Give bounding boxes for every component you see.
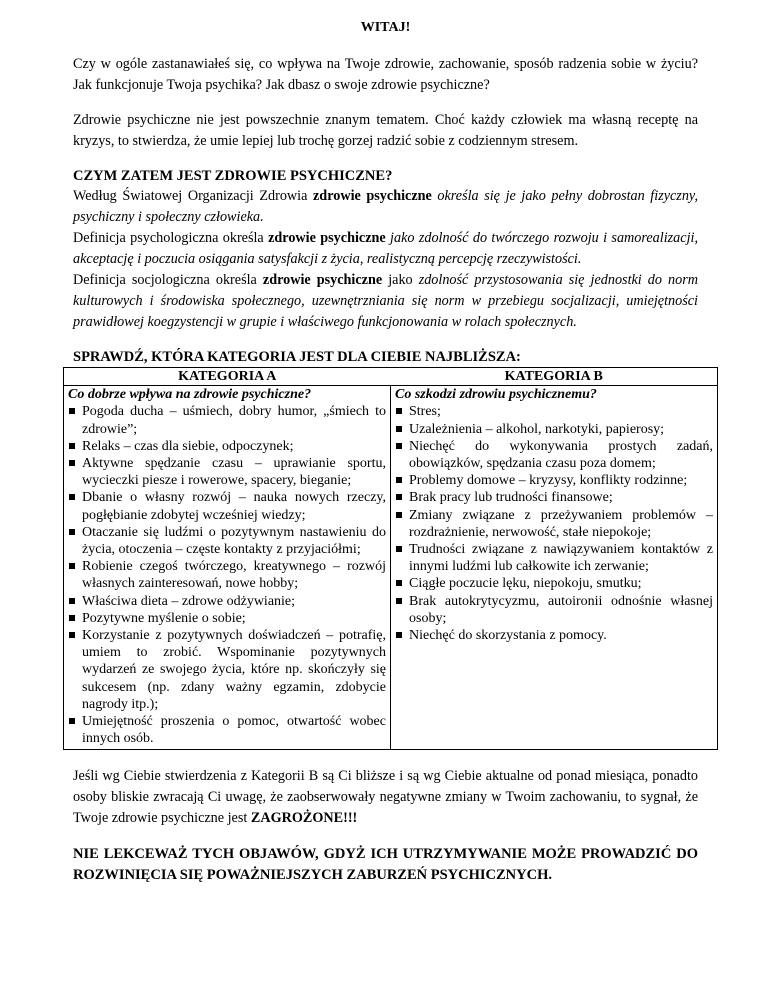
definition-psychological (73, 228, 698, 270)
list-item: Trudności związane z nawiązywaniem kontaktów z innymi ludźmi lub całkowite ich zerwanie; (395, 541, 713, 575)
category-b-question: Co szkodzi zdrowiu psychicznemu? (395, 387, 597, 403)
list-item: Niechęć do skorzystania z pomocy. (395, 627, 713, 644)
category-b-column (391, 386, 717, 749)
list-item: Problemy domowe – kryzysy, konflikty rodzinne; (395, 472, 713, 489)
list-item: Brak pracy lub trudności finansowe; (395, 489, 713, 506)
list-item: Relaks – czas dla siebie, odpoczynek; (68, 438, 386, 455)
definition-soc-pre: Definicja socjologiczna określa (73, 272, 263, 288)
definition-psych-text: jako zdolność do twórczego rozwoju i samorealizacji, akceptację i poczucia osiągania satysfakcji z życia, realistyczną percepcję rzeczywistości. (73, 230, 698, 267)
intro-paragraph-1: Czy w ogóle zastanawiałeś się, co wpływa na Twoje zdrowie, zachowanie, sposób radzenia sobie w życiu? Jak funkcjonuje Twoja psychika? Jak dbasz o swoje zdrowie psychiczne? (73, 56, 698, 93)
definition-soc-text: zdolność przystosowania się jednostki do norm kulturowych i środowiska społecznego, uzewnętrzniania się norm w przebiegu socjalizacji, umiejętności prawidłowej koegzystencji w grupie i właściwego funkcjonowania w rolach społecznych. (73, 272, 698, 330)
category-a-question: Co dobrze wpływa na zdrowie psychiczne? (68, 387, 312, 403)
list-item: Robienie czegoś twórczego, kreatywnego – rozwój własnych zainteresowań, nowe hobby; (68, 558, 386, 592)
category-a-list (68, 403, 386, 747)
closing-paragraph (73, 766, 698, 829)
list-item: Właściwa dieta – zdrowe odżywianie; (68, 593, 386, 610)
section-heading-definition: CZYM ZATEM JEST ZDROWIE PSYCHICZNE? (73, 168, 393, 184)
closing-text: Jeśli wg Ciebie stwierdzenia z Kategorii B są Ci bliższe i są wg Ciebie aktualne od ponad miesiąca, ponadto osoby bliskie zwracają Ci uwagę, że zaobserwowały negatywne zmiany w Twoim zachowaniu, to sygnał, że Twoje zdrowie psychiczne jest (73, 768, 698, 827)
list-item: Aktywne spędzanie czasu – uprawianie sportu, wycieczki piesze i rowerowe, spacery, bieganie; (68, 455, 386, 489)
list-item: Brak autokrytycyzmu, autoironii odnośnie własnej osoby; (395, 593, 713, 627)
definition-who-pre: Według Światowej Organizacji Zdrowia (73, 188, 313, 204)
list-item: Pogoda ducha – uśmiech, dobry humor, „śmiech to zdrowie”; (68, 403, 386, 437)
section-heading-categories: SPRAWDŹ, KTÓRA KATEGORIA JEST DLA CIEBIE NAJBLIŻSZA: (73, 349, 521, 365)
definition-psych-pre: Definicja psychologiczna określa (73, 230, 269, 246)
definition-who-text: określa się je jako pełny dobrostan fizyczny, psychiczny i społeczny człowieka. (73, 188, 698, 225)
warning-message: NIE LEKCEWAŻ TYCH OBJAWÓW, GDYŻ ICH UTRZYMYWANIE MOŻE PROWADZIĆ DO ROZWINIĘCIA SIĘ POWAŻNIEJSZYCH ZABURZEŃ PSYCHICZNYCH. (73, 846, 698, 884)
category-table (63, 367, 718, 750)
category-a-column (64, 386, 391, 749)
closing-emphasis: ZAGROŻONE!!! (250, 810, 358, 827)
definition-psych-term: zdrowie psychiczne (268, 230, 386, 246)
list-item: Otaczanie się ludźmi o pozytywnym nastawieniu do życia, otoczenia – częste kontakty z przyjaciółmi; (68, 524, 386, 558)
category-table-header (64, 368, 717, 385)
category-a-header: KATEGORIA A (178, 369, 277, 384)
list-item: Niechęć do wykonywania prostych zadań, obowiązków, spędzania czasu poza domem; (395, 438, 713, 472)
list-item: Ciągłe poczucie lęku, niepokoju, smutku; (395, 575, 713, 592)
category-b-list (395, 403, 713, 644)
list-item: Stres; (395, 403, 713, 420)
definition-sociological (73, 270, 698, 333)
category-b-header: KATEGORIA B (504, 369, 603, 384)
list-item: Dbanie o własny rozwój – nauka nowych rzeczy, pogłębianie zdobytej wcześniej wiedzy; (68, 489, 386, 523)
definition-soc-term: zdrowie psychiczne (262, 272, 383, 288)
definition-soc-mid: jako (382, 272, 419, 288)
list-item: Zmiany związane z przeżywaniem problemów – rozdrażnienie, nerwowość, stałe niepokoje; (395, 507, 713, 541)
list-item: Korzystanie z pozytywnych doświadczeń – potrafię, umiem to zrobić. Wspominanie pozytywnych wydarzeń ze swojego życia, które np. skończyły się sukcesem (np. zdany ważny egzamin, zdobycie nagrody itp.); (68, 627, 386, 713)
list-item: Umiejętność proszenia o pomoc, otwartość wobec innych osób. (68, 713, 386, 747)
definition-who (73, 186, 698, 228)
page-title: WITAJ! (360, 20, 411, 35)
category-table-body (64, 385, 717, 749)
list-item: Pozytywne myślenie o sobie; (68, 610, 386, 627)
list-item: Uzależnienia – alkohol, narkotyki, papierosy; (395, 421, 713, 438)
document-page (68, 0, 713, 886)
definition-who-term: zdrowie psychiczne (313, 188, 432, 204)
intro-paragraph-2: Zdrowie psychiczne nie jest powszechnie znanym tematem. Choć każdy człowiek ma własną receptę na kryzys, to stwierdza, że umie lepiej lub trochę gorzej radzić sobie z codziennym stresem. (73, 112, 698, 149)
